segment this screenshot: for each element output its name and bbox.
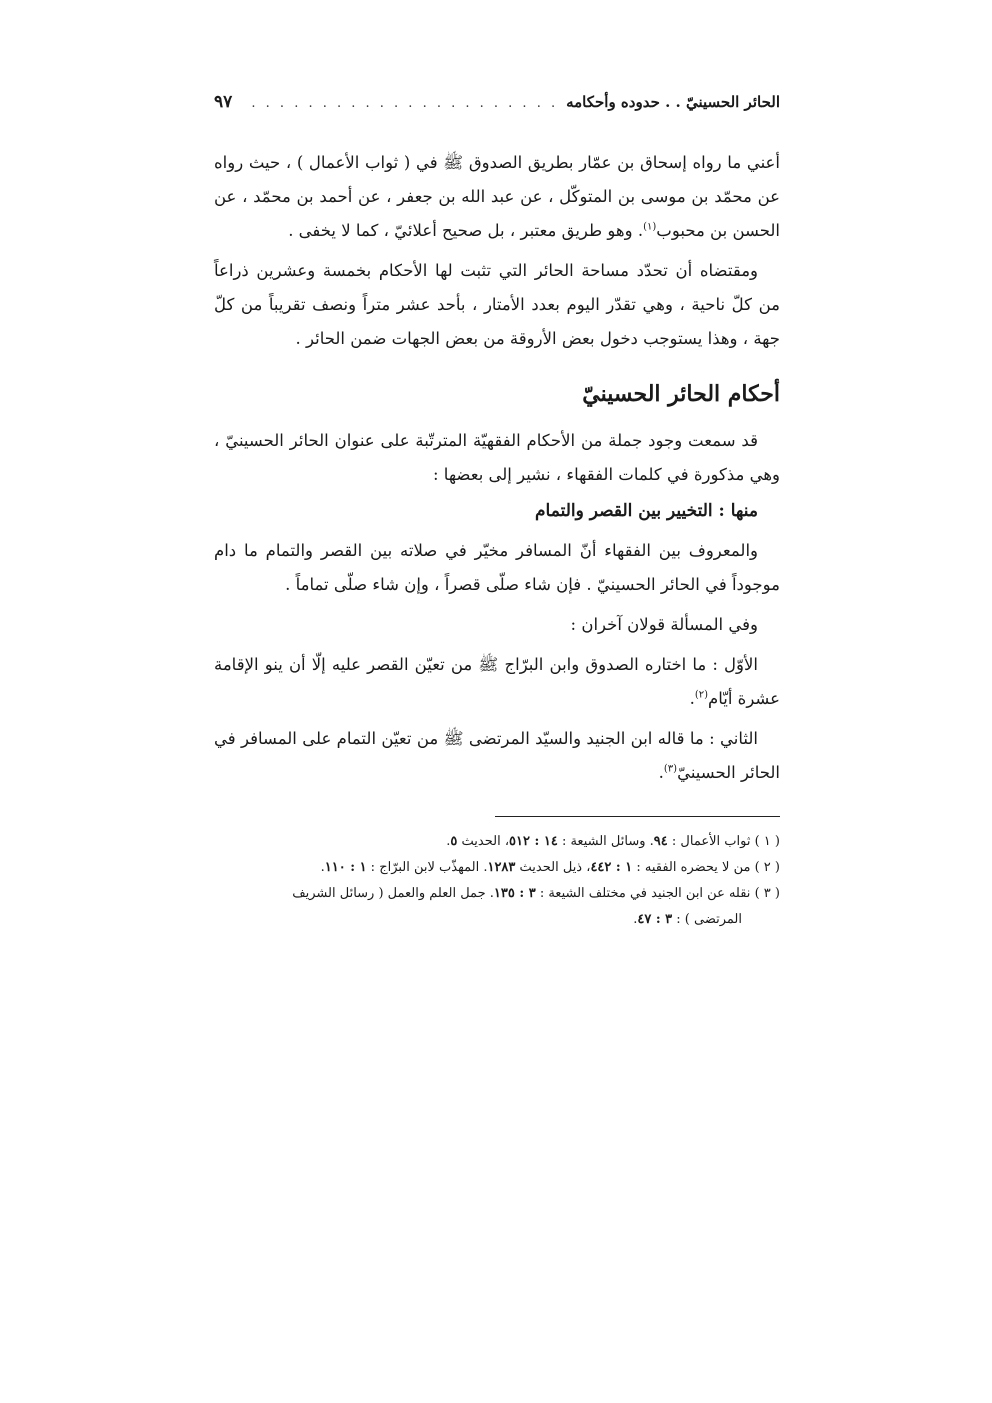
footnote-1-text: ثواب الأعمال : ٩٤. وسائل الشيعة : ١٤ : ٥١٢، الحديث ٥. xyxy=(446,834,751,849)
footnote-ref-2[interactable]: (٢) xyxy=(694,689,709,701)
footnote-divider xyxy=(495,816,780,817)
footnote-2 xyxy=(214,855,780,881)
paragraph-7 xyxy=(214,722,780,790)
paragraph-4: والمعروف بين الفقهاء أنّ المسافر مخيّر في صلاته بين القصر والتمام ما دام موجوداً في الحائر الحسينيّ . فإن شاء صلّى قصراً ، وإن شاء صلّى تماماً . xyxy=(214,541,780,594)
paragraph-6 xyxy=(214,648,780,716)
paragraph-1 xyxy=(214,146,780,248)
footnote-2-text: من لا يحضره الفقيه : ١ : ٤٤٢، ذيل الحديث ١٢٨٣. المهذّب لابن البرّاج : ١ : ١١٠. xyxy=(320,860,751,875)
leader-dots xyxy=(240,96,558,111)
running-header xyxy=(214,92,780,126)
footnotes xyxy=(214,829,780,933)
paragraph-3: قد سمعت وجود جملة من الأحكام الفقهيّة المترتّبة على عنوان الحائر الحسينيّ ، وهي مذكورة في كلمات الفقهاء ، نشير إلى بعضها : xyxy=(214,431,780,484)
footnote-1-number: ( ١ ) xyxy=(754,834,780,849)
page-number: ٩٧ xyxy=(214,92,233,112)
footnote-3-continued: المرتضى ) : ٣ : ٤٧. xyxy=(633,912,742,927)
footnote-3-text: نقله عن ابن الجنيد في مختلف الشيعة : ٣ : ١٣٥. جمل العلم والعمل ( رسائل الشريف xyxy=(292,886,751,901)
book-page xyxy=(214,92,780,933)
paragraph-1-tail: . وهو طريق معتبر ، بل صحيح أعلائيّ ، كما لا يخفى . xyxy=(288,221,644,240)
footnote-1 xyxy=(214,829,780,855)
paragraph-1-text: أعني ما رواه إسحاق بن عمّار بطريق الصدوق ﷺ في ( ثواب الأعمال ) ، حيث رواه عن محمّد بن موسى بن المتوكّل ، عن عبد الله بن جعفر ، عن أحمد بن محمّد ، عن الحسن بن محبوب xyxy=(214,153,780,240)
paragraph-5: وفي المسألة قولان آخران : xyxy=(570,615,758,634)
section-heading: أحكام الحائر الحسينيّ xyxy=(582,381,780,407)
paragraph-6-text: الأوّل : ما اختاره الصدوق وابن البرّاج ﷺ من تعيّن القصر عليه إلّا أن ينو الإقامة عشرة أيّام xyxy=(214,655,780,708)
footnote-3-number: ( ٣ ) xyxy=(754,886,780,901)
subsection-heading: منها : التخيير بين القصر والتمام xyxy=(535,501,758,521)
running-title: الحائر الحسينيّ . . حدوده وأحكامه xyxy=(566,93,780,111)
footnote-3 xyxy=(214,881,780,907)
paragraph-2: ومقتضاه أن تحدّد مساحة الحائر التي تثبت لها الأحكام بخمسة وعشرين ذراعاً من كلّ ناحية ، وهي تقدّر اليوم بعدد الأمتار ، بأحد عشر متراً ونصف تقريباً من كلّ جهة ، وهذا يستوجب دخول بعض الأروقة من بعض الجهات ضمن الحائر . xyxy=(214,261,780,348)
main-text xyxy=(214,146,780,790)
footnote-ref-3[interactable]: (٣) xyxy=(663,763,678,775)
paragraph-7-text: الثاني : ما قاله ابن الجنيد والسيّد المرتضى ﷺ من تعيّن التمام على المسافر في الحائر الحسينيّ xyxy=(214,729,780,782)
footnote-ref-1[interactable]: (١) xyxy=(643,221,657,233)
paragraph-7-tail: . xyxy=(658,763,664,782)
paragraph-6-tail: . xyxy=(689,689,695,708)
footnote-2-number: ( ٢ ) xyxy=(754,860,780,875)
